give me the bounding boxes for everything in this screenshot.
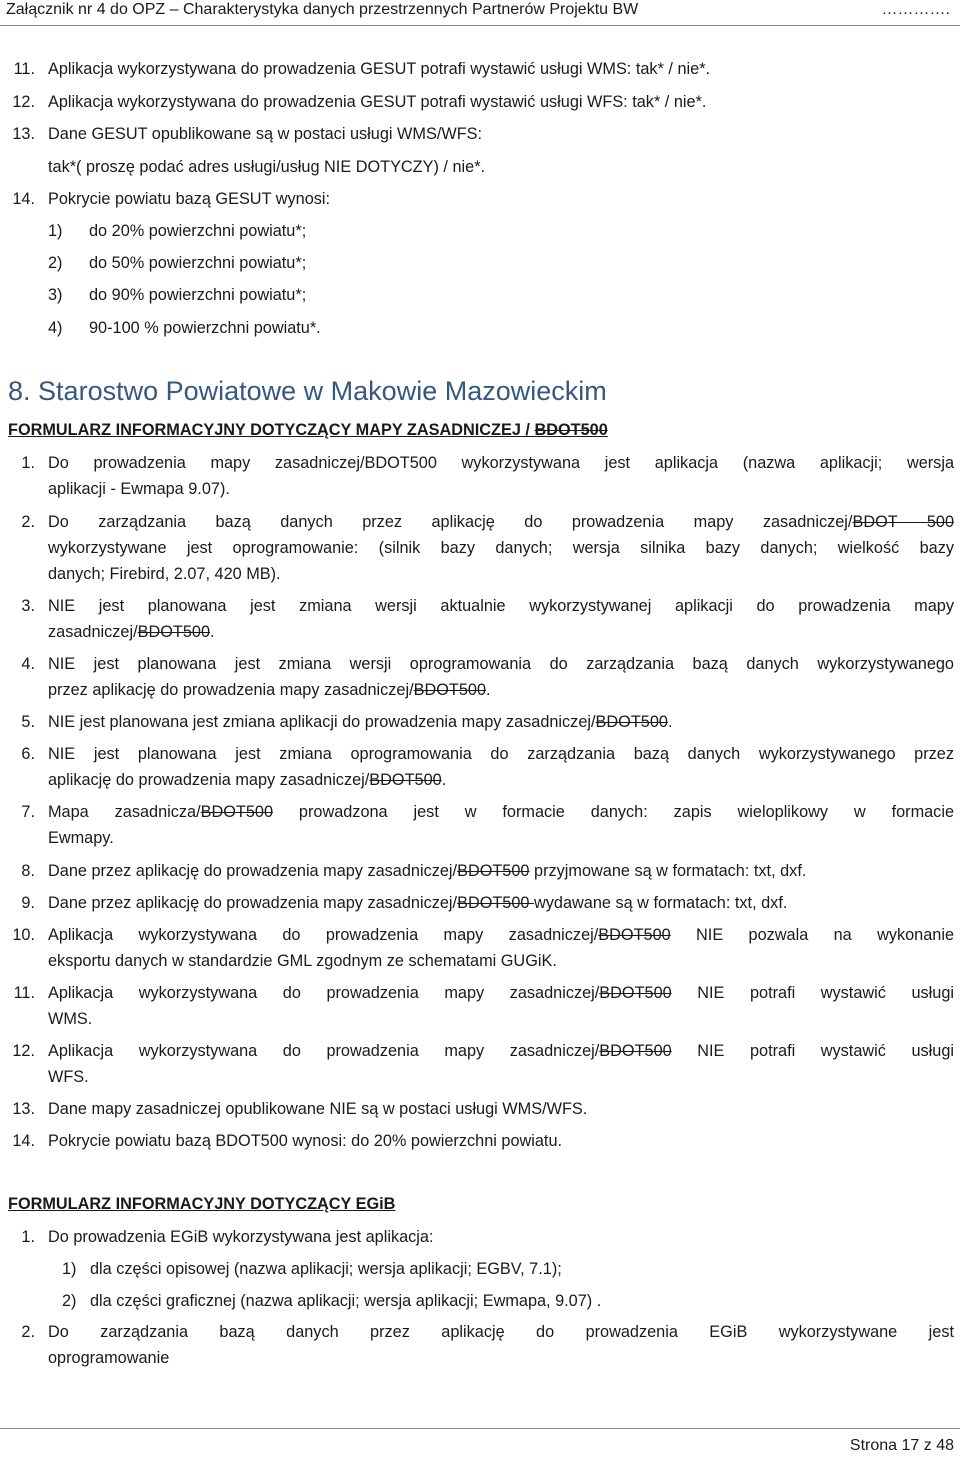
- form-title-egib: FORMULARZ INFORMACYJNY DOTYCZĄCY EGiB: [8, 1195, 396, 1213]
- document-page: Załącznik nr 4 do OPZ – Charakterystyka danych przestrzennych Partnerów Projektu BW …………. 11. Aplikacja wykorzystywana do prowadzenia GESUT potrafi wystawić usługi WMS: tak* / nie*. 12. Aplikacja wykorzystywana do prowadzenia GESUT potrafi wystawić usługi WFS: tak* / nie*. 13. Dane GESUT opublikowane są w postaci usługi WMS/WFS: tak*( proszę podać adres usługi/usług NIE DOTYCZY) / nie*. 14. Pokrycie powiatu bazą GESUT wynosi: 1) do 20% powierzchni powiatu*; 2) do 50% powierzchni powiatu*; 3) do 90% powierzchni powiatu*; 4) 90-100 % powierzchni powiatu*. 8. Starostwo Powiatowe w Makowie Mazowieckim FORMULARZ INFORMACYJNY DOTYCZĄCY MAPY ZASADNICZEJ / BDOT500 1. Do prowadzenia mapy zasadniczej/BDOT500 wykorzystywana jest aplikacja (nazwa aplikacji; wersja aplikacji - Ewmapa 9.07). 2. Do zarządzania bazą danych przez aplikację do prowadzenia mapy zasadniczej/BDOT 500 wykorzystywane jest oprogramowanie: (silnik bazy danych; wersja silnika bazy danych; wielkość bazy danych; Firebird, 2.07, 420 MB). 3. NIE jest planowana jest zmiana wersji aktualnie wykorzystywanej aplikacji do prowadzenia mapy zasadniczej/BDOT500. 4. NIE jest planowana jest zmiana wersji oprogramowania do zarządzania bazą danych wykorzystywanego przez aplikację do prowadzenia mapy zasadniczej/BDOT500. 5. NIE jest planowana jest zmiana aplikacji do prowadzenia mapy zasadniczej/BDOT500. 6. NIE jest planowana jest zmiana oprogramowania do zarządzania bazą danych wykorzystywanego przez aplikację do prowadzenia mapy zasadniczej/BDOT500. 7. Mapa zasadnicza/BDOT500 prowadzona jest w formacie danych: zapis wieloplikowy w formacie Ewmapy. 8. Dane przez aplikację do prowadzenia mapy zasadniczej/BDOT500 przyjmowane są w formatach: txt, dxf. 9. Dane przez aplikację do prowadzenia mapy zasadniczej/BDOT500 wydawane są w formatach: txt, dxf. 10. Aplikacja wykorzystywana do prowadzenia mapy zasadniczej/BDOT500 NIE pozwala na wykonanie eksportu danych w standardzie GML zgodnym ze schematami GUGiK. 11. Aplikacja wykorzystywana do prowadzenia mapy zasadniczej/BDOT500 NIE potrafi wystawić usługi WMS. 12. Aplikacja wykorzystywana do prowadzenia mapy zasadniczej/BDOT500 NIE potrafi wystawić usługi WFS. 13. Dane mapy zasadniczej opublikowane NIE są w postaci usługi WMS/WFS. 14. Pokrycie powiatu bazą BDOT500 wynosi: do 20% powierzchni powiatu. FORMULARZ INFORMACYJNY DOTYCZĄCY EGiB 1. Do prowadzenia EGiB wykorzystywana jest aplikacja: 1) dla części opisowej (nazwa aplikacji; wersja aplikacji; EGBV, 7.1); 2) dla części graficznej (nazwa aplikacji; wersja aplikacji; Ewmapa, 9.07) . 2. Do zarządzania bazą danych przez aplikację do prowadzenia EGiB wykorzystywane jest oprogramowanie Strona 17 z 48: [0, 0, 960, 1463]
- page-header: [0, 0, 960, 26]
- footer-divider: [0, 1428, 960, 1429]
- header-dots: ………….: [881, 1, 950, 18]
- form-title-mapa: FORMULARZ INFORMACYJNY DOTYCZĄCY MAPY ZASADNICZEJ / BDOT500: [8, 421, 608, 439]
- header-title: Załącznik nr 4 do OPZ – Charakterystyka danych przestrzennych Partnerów Projektu BW: [6, 1, 639, 18]
- page-number: Strona 17 z 48: [849, 1437, 954, 1454]
- section-heading: 8. Starostwo Powiatowe w Makowie Mazowieckim: [8, 376, 607, 406]
